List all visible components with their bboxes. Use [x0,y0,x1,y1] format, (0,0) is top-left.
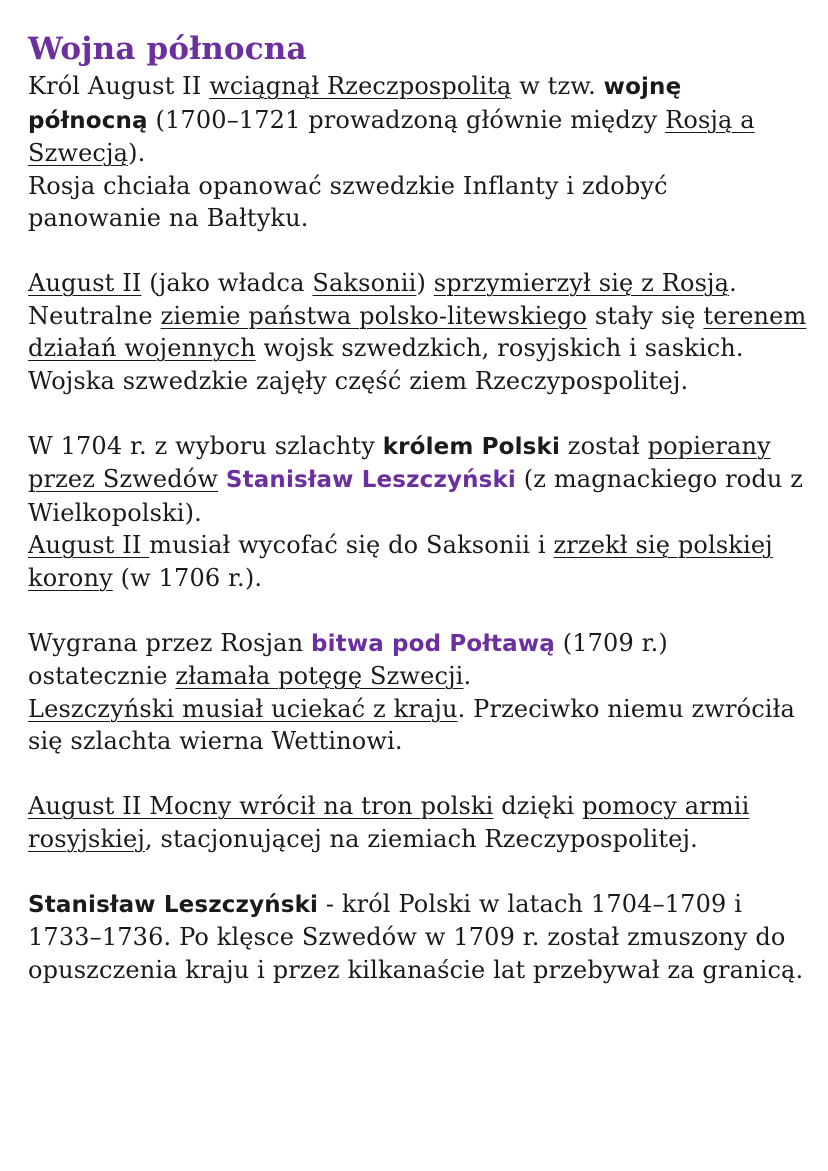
paragraph-neutral-lands: Neutralne ziemie państwa polsko-litewskiego stały się terenem działań wojennych wojsk szwedzkich, rosyjskich i saskich. Wojska szwedzkie zajęły część ziem Rzeczypospolitej. [28,301,807,395]
highlight-name: Stanisław Leszczyński [225,467,516,493]
bold-term: Stanisław Leszczyński [28,891,319,918]
paragraph-russia-goals: Rosja chciała opanować szwedzkie Inflanty i zdobyć panowanie na Bałtyku. [28,171,668,232]
paragraph-biography: Stanisław Leszczyński - król Polski w latach 1704–1709 i 1733–1736. Po klęsce Szwedów w 1709 r. został zmuszony do opuszczenia kraju i przez kilkanaście lat przebywał za granicą. [28,889,804,984]
paragraph-alliance: August II (jako władca Saksonii) sprzymierzył się z Rosją. [28,269,737,297]
paragraph-escape: Leszczyński musiał uciekać z kraju. Przeciwko niemu zwróciła się szlachta wierna Wettinowi. [28,694,795,755]
paragraph-intro: Król August II wciągnął Rzeczpospolitą w tzw. wojnę północną (1700–1721 prowadzoną głównie między Rosją a Szwecją). [28,72,755,167]
paragraph-election-1704: W 1704 r. z wyboru szlachty królem Polski został popierany przez Szwedów Stanisław Leszczyński (z magnackiego rodu z Wielkopolski). [28,431,804,527]
paragraph-abdication: August II musiał wycofać się do Saksonii i zrzekł się polskiej korony (w 1706 r.). [28,531,773,592]
paragraph-poltava: Wygrana przez Rosjan bitwa pod Połtawą (1709 r.) ostatecznie złamała potęgę Szwecji. [28,628,668,690]
bold-term: wojnę północną [28,74,682,134]
page-title: Wojna północna [28,31,307,67]
bold-term: królem Polski [382,433,560,460]
paragraph-return: August II Mocny wrócił na tron polski dzięki pomocy armii rosyjskiej, stacjonującej na ziemiach Rzeczypospolitej. [28,792,750,853]
document-page [28,28,808,986]
highlight-battle: bitwa pod Połtawą [311,630,555,657]
